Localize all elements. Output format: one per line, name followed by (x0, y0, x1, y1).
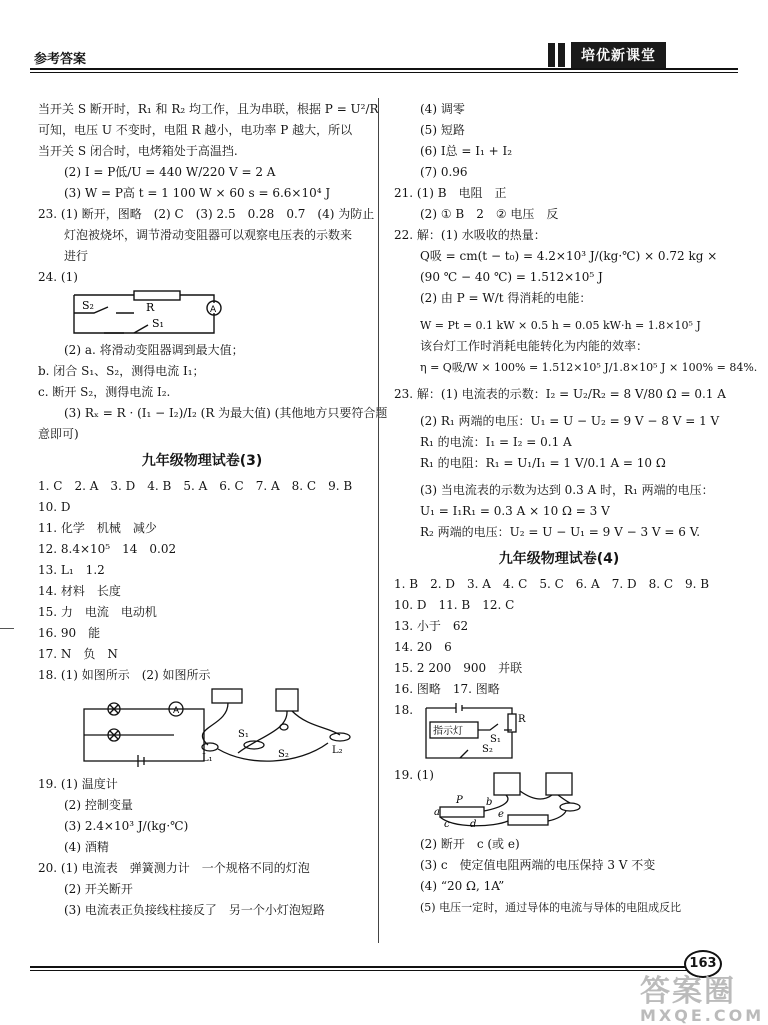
answer-line: (3) 当电流表的示数为达到 0.3 A 时，R₁ 两端的电压： (420, 483, 714, 497)
page-number: 163 (684, 950, 722, 978)
answer-line: (4) “20 Ω, 1A” (420, 879, 505, 893)
answer-line: (3) 电流表正负接线柱接反了 另一个小灯泡短路 (64, 903, 325, 917)
answer-line: (3) c 使定值电阻两端的电压保持 3 V 不变 (420, 858, 656, 872)
footer-rule (30, 966, 718, 968)
q18-label-ammeter: A (173, 706, 180, 716)
answer-line: 18. (1) 如图所示 (2) 如图所示 (38, 668, 211, 682)
q19-label-c: c (444, 819, 450, 830)
answer-line: 22. 解：(1) 水吸收的热量： (394, 228, 546, 242)
answer-line: (90 ℃ − 40 ℃) = 1.512×10⁵ J (420, 270, 603, 284)
answer-line: 进行 (64, 249, 89, 263)
answer-line: 1. C 2. A 3. D 4. B 5. A 6. C 7. A 8. C 9. B (38, 479, 353, 493)
answer-line: (4) 酒精 (64, 840, 109, 854)
answer-line: W = Pt = 0.1 kW × 0.5 h = 0.05 kW·h = 1.8×10⁵ J (420, 319, 701, 332)
right-column (394, 100, 758, 919)
q24-label-r: R (146, 301, 155, 314)
answer-line: 23. 解：(1) 电流表的示数：I₂ = U₂/R₂ = 8 V/80 Ω = 0.1 A (394, 387, 726, 401)
answer-line: (2) I = P低/U = 440 W/220 V = 2 A (64, 165, 276, 179)
margin-mark (0, 628, 14, 629)
q18-circuit-and-wiring (78, 687, 368, 771)
answer-line: R₁ 的电阻：R₁ = U₁/I₁ = 1 V/0.1 A = 10 Ω (420, 456, 666, 470)
answer-line: b. 闭合 S₁、S₂，测得电流 I₁； (38, 364, 205, 378)
answer-line: 16. 90 能 (38, 626, 101, 640)
answer-line: 15. 力 电流 电动机 (38, 605, 157, 619)
answer-line: 23. (1) 断开，图略 (2) C (3) 2.5 0.28 0.7 (4) 为防止 (38, 207, 375, 221)
q18-label-l2: L₂ (332, 745, 343, 756)
answer-line: 当开关 S 闭合时，电烤箱处于高温挡. (38, 144, 238, 158)
answer-line: 1. B 2. D 3. A 4. C 5. C 6. A 7. D 8. C 9. B (394, 577, 710, 591)
q24-circuit-diagram (64, 289, 244, 337)
header-title: 参考答案 (34, 52, 87, 67)
q24-label-s2: S₂ (82, 299, 94, 312)
answer-line: Q吸 = cm(t − t₀) = 4.2×10³ J/(kg·℃) × 0.72 kg × (420, 249, 718, 263)
answer-line: 24. (1) (38, 270, 78, 284)
brand-badge (548, 42, 666, 68)
watermark-logo (640, 966, 764, 1025)
watermark-text: 答案圈 (640, 974, 736, 1009)
answer-line: (2) 开关断开 (64, 882, 133, 896)
answer-line: 13. 小于 62 (394, 619, 469, 633)
answer-line: R₁ 的电流：I₁ = I₂ = 0.1 A (420, 435, 572, 449)
answer-line: U₁ = I₁R₁ = 0.3 A × 10 Ω = 3 V (420, 504, 610, 518)
q18-label-s2: S₂ (278, 749, 289, 760)
q18-label-s1: S₁ (490, 734, 501, 745)
answer-line: (7) 0.96 (420, 165, 468, 179)
answer-line: 19. (1) 温度计 (38, 777, 118, 791)
q18-label-r: R (518, 714, 526, 725)
left-column (38, 100, 388, 922)
q19-label-e: e (498, 809, 504, 820)
answer-line: 17. N 负 N (38, 647, 118, 661)
q19-label-b: b (486, 797, 493, 808)
answer-line: (2) 控制变量 (64, 798, 133, 812)
section-title-3: 九年级物理试卷(3) (141, 453, 263, 469)
section-title-4: 九年级物理试卷(4) (498, 551, 620, 567)
answer-line: 10. D 11. B 12. C (394, 598, 515, 612)
answer-line: 18. (394, 703, 414, 717)
q19-label-a: a (434, 807, 440, 818)
answer-line: (2) R₁ 两端的电压：U₁ = U − U₂ = 9 V − 8 V = 1 V (420, 414, 720, 428)
answer-line: (2) 断开 c (或 e) (420, 837, 520, 851)
brand-bars-icon (548, 43, 565, 67)
answer-line: (3) W = P高 t = 1 100 W × 60 s = 6.6×10⁴ J (64, 186, 331, 200)
answer-line: 可知，电压 U 不变时，电阻 R 越小，电功率 P 越大，所以 (38, 123, 353, 137)
answer-line: 14. 20 6 (394, 640, 452, 654)
q18-label-indicator-lamp: 指示灯 (433, 726, 463, 737)
answer-line: η = Q吸/W × 100% = 1.512×10⁵ J/1.8×10⁵ J × 100% = 84%. (420, 361, 758, 374)
q19-experiment-wiring (434, 771, 594, 831)
q18-indicator-circuit (420, 702, 530, 762)
answer-line: (5) 短路 (420, 123, 465, 137)
header-rule-thin (30, 72, 738, 73)
answer-line: 当开关 S 断开时，R₁ 和 R₂ 均工作，且为串联，根据 P = U²/R (38, 102, 379, 116)
q19-label-d: d (470, 819, 477, 830)
answer-line: 15. 2 200 900 并联 (394, 661, 523, 675)
answer-line: R₂ 两端的电压：U₂ = U − U₁ = 9 V − 3 V = 6 V. (420, 525, 701, 539)
header-rule (30, 68, 738, 70)
answer-line: c. 断开 S₂，测得电流 I₂. (38, 385, 171, 399)
column-divider (378, 98, 379, 943)
answer-line: (5) 电压一定时，通过导体的电流与导体的电阻成反比 (420, 901, 682, 914)
q18-label-s1: S₁ (238, 729, 249, 740)
q24-label-ammeter: A (210, 305, 217, 315)
answer-line: 20. (1) 电流表 弹簧测力计 一个规格不同的灯泡 (38, 861, 310, 875)
answer-line: (2) a. 将滑动变阻器调到最大值； (64, 343, 244, 357)
answer-line: 该台灯工作时消耗电能转化为内能的效率： (420, 339, 649, 353)
answer-line: 19. (1) (394, 768, 434, 782)
footer-rule-thin (30, 970, 718, 971)
answer-line: 16. 图略 17. 图略 (394, 682, 500, 696)
answer-line: 11. 化学 机械 减少 (38, 521, 157, 535)
answer-line: (6) I总 = I₁ + I₂ (420, 144, 513, 158)
q19-label-p: P (456, 795, 463, 806)
q18-label-l1: L₁ (202, 753, 213, 764)
answer-line: 14. 材料 长度 (38, 584, 121, 598)
answer-line: (3) 2.4×10³ J/(kg·℃) (64, 819, 189, 833)
answer-line: 10. D (38, 500, 71, 514)
answer-line: 灯泡被烧坏，调节滑动变阻器可以观察电压表的示数来 (64, 228, 353, 242)
brand-label: 培优新课堂 (571, 42, 666, 68)
answer-line: (2) 由 P = W/t 得消耗的电能： (420, 291, 592, 305)
answer-line: (2) ① B 2 ② 电压 反 (420, 207, 559, 221)
answer-line: (3) Rₓ = R · (I₁ − I₂)/I₂ (R 为最大值) (其他地方只要符合题 (64, 406, 388, 420)
answer-line: 意即可) (38, 427, 79, 441)
answer-line: 12. 8.4×10⁵ 14 0.02 (38, 542, 177, 556)
answer-line: 21. (1) B 电阻 正 (394, 186, 507, 200)
watermark-url: MXQE.COM (640, 1006, 765, 1025)
answer-line: (4) 调零 (420, 102, 465, 116)
q24-label-s1: S₁ (152, 317, 164, 330)
answer-line: 13. L₁ 1.2 (38, 563, 105, 577)
q18-label-s2: S₂ (482, 744, 493, 755)
